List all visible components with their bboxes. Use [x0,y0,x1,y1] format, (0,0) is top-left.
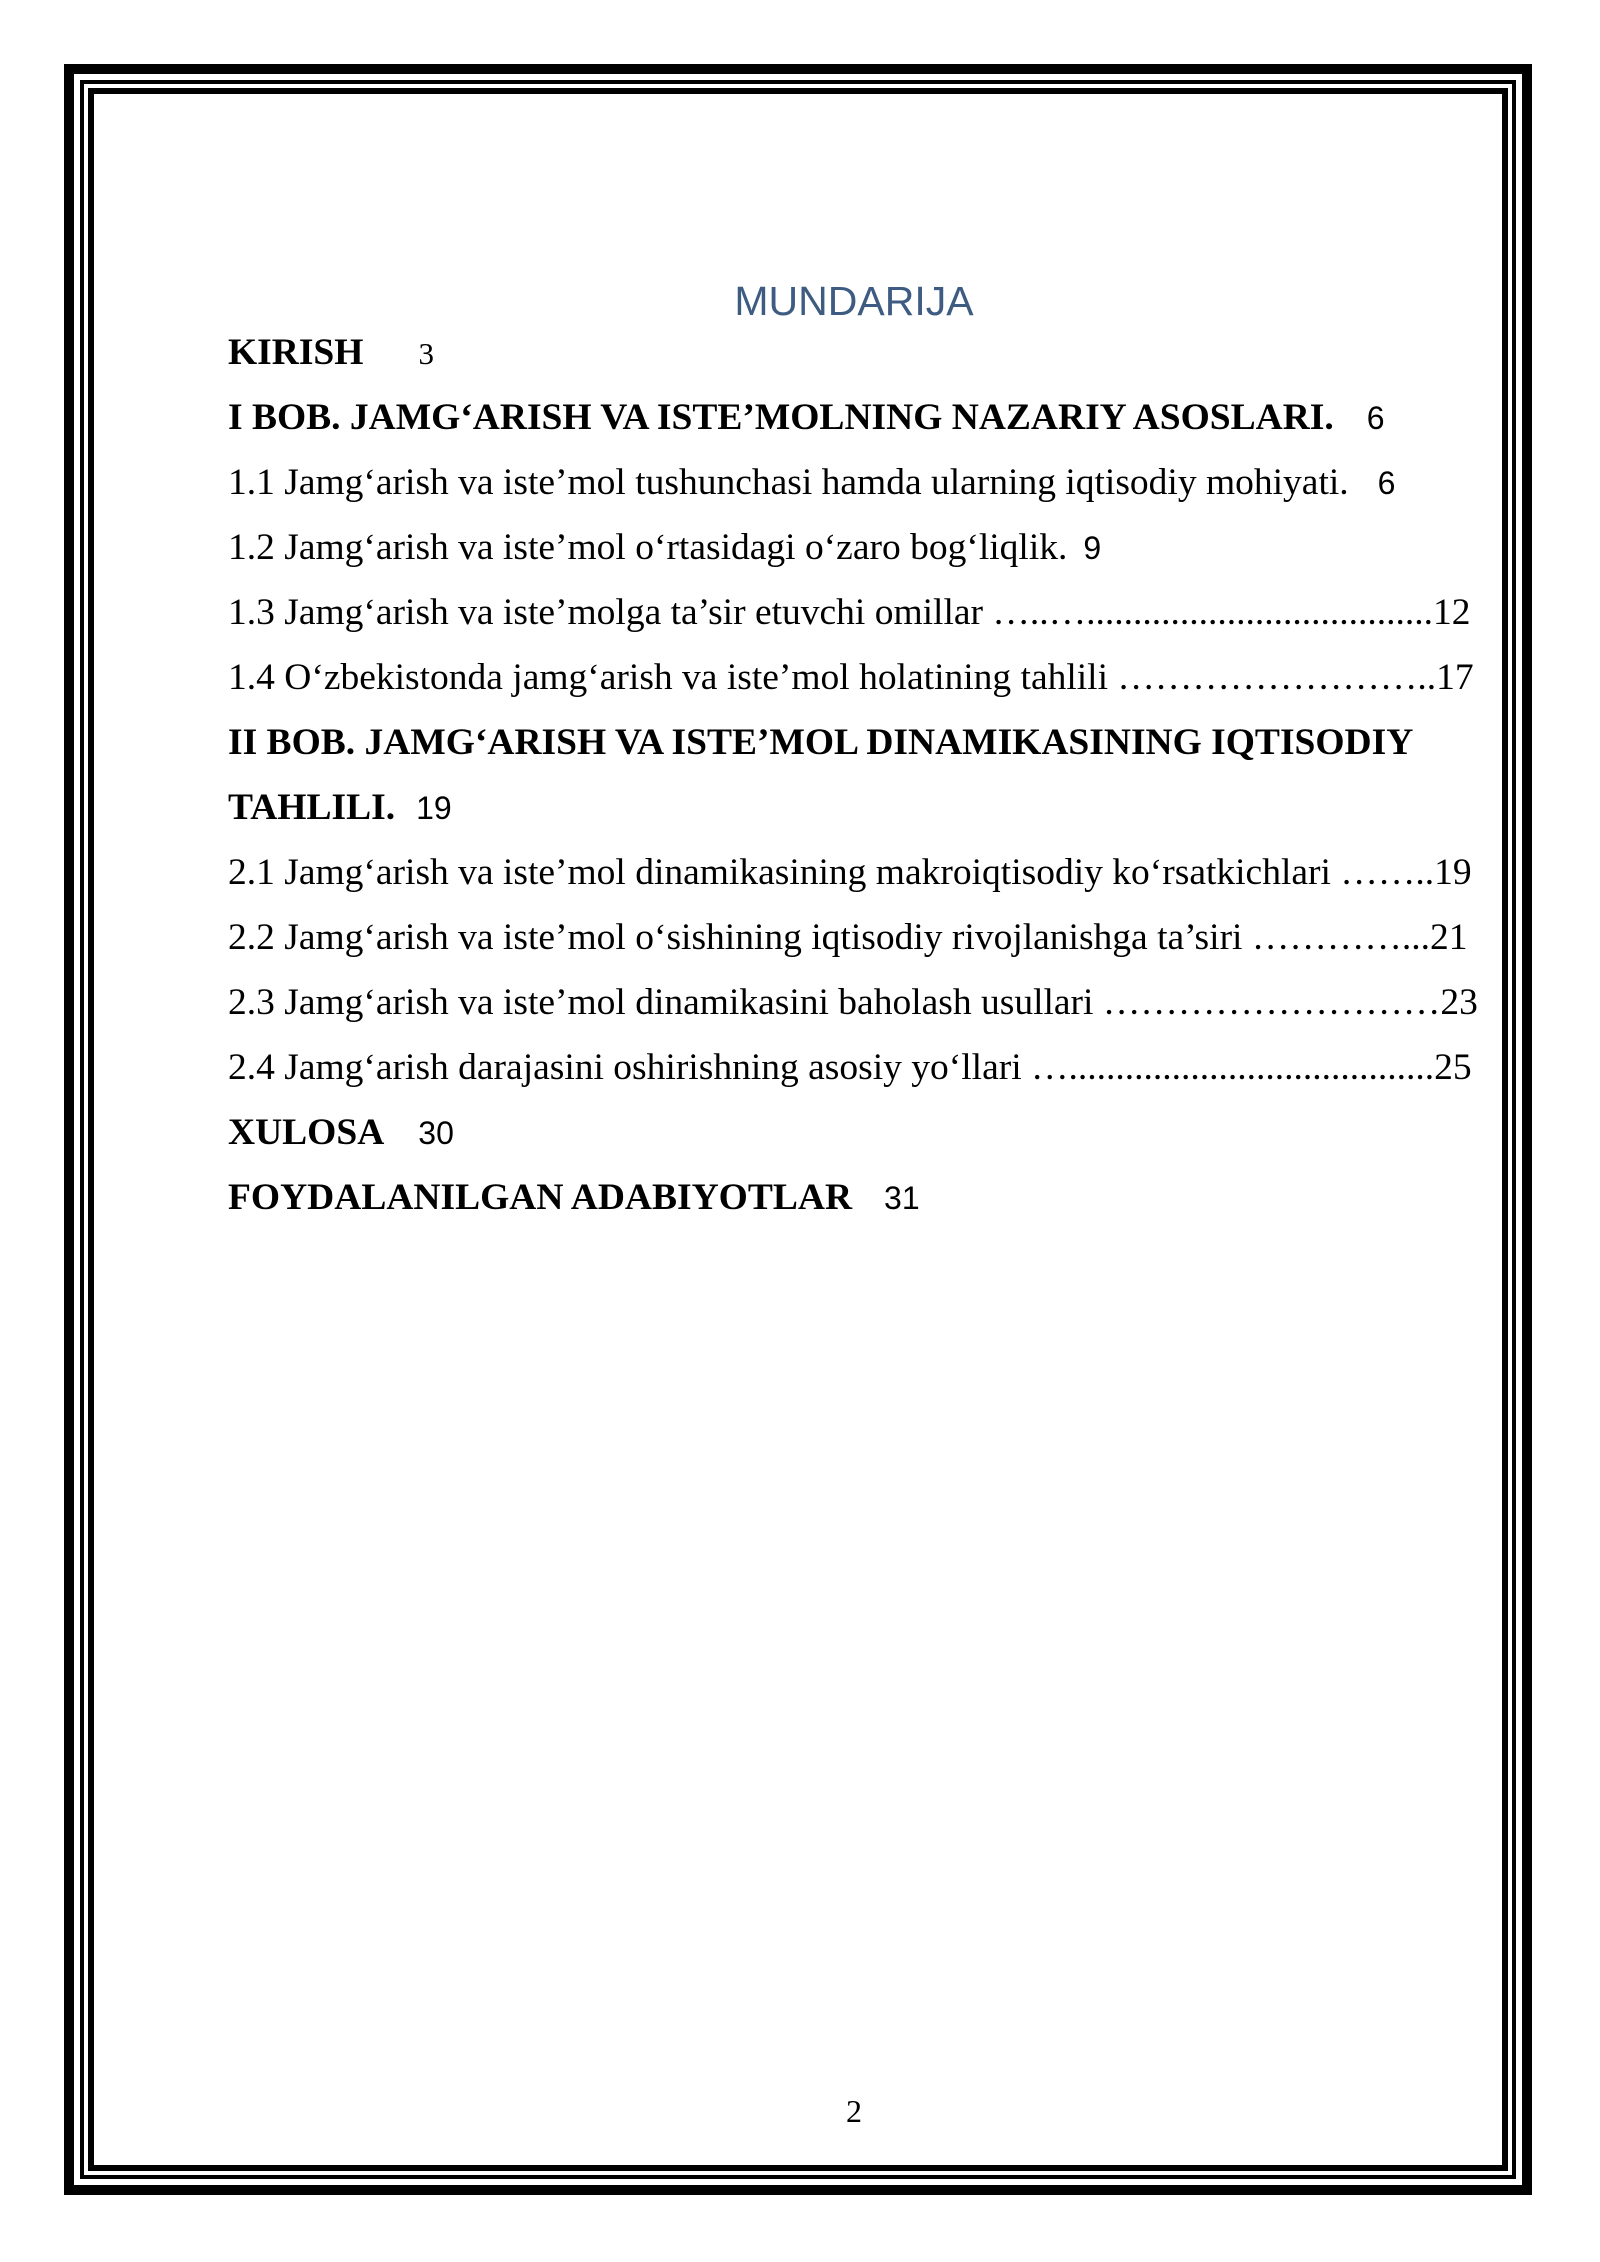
table-of-contents [228,320,1498,1230]
toc-entry-section-2-1 [228,840,1498,905]
toc-dot-leader: …....................................... [1031,1047,1435,1088]
toc-entry-page: 31 [884,1180,920,1216]
page-number: 2 [846,2093,862,2129]
toc-entry-page: 6 [1366,400,1385,436]
toc-entry-introduction [228,320,1498,385]
toc-entry-page: 3 [418,336,434,371]
toc-entry-chapter-1 [228,385,1498,450]
toc-entry-page: 17 [1436,657,1474,698]
toc-entry-title: 1.3 Jamg‘arish va iste’molga ta’sir etuvchi omillar [228,592,984,633]
toc-entry-title: 2.2 Jamg‘arish va iste’mol o‘sishining iqtisodiy rivojlanishga ta’siri [228,917,1243,958]
toc-entry-title: XULOSA [228,1112,385,1153]
toc-entry-page: 19 [1434,852,1472,893]
toc-entry-section-1-4 [228,645,1498,710]
toc-dot-leader: …..…..................................... [992,592,1434,633]
toc-heading: MUNDARIJA [734,278,974,324]
toc-entry-conclusion [228,1100,1498,1165]
toc-entry-section-1-1 [228,450,1498,515]
toc-entry-title: II BOB. JAMG‘ARISH VA ISTE’MOL DINAMIKASINING IQTISODIY TAHLILI. [228,722,1412,828]
toc-entry-title: I BOB. JAMG‘ARISH VA ISTE’MOLNING NAZARIY ASOSLARI. [228,397,1334,438]
toc-entry-section-1-2 [228,515,1498,580]
toc-entry-section-1-3 [228,580,1498,645]
toc-entry-page: 30 [418,1115,454,1151]
toc-entry-page: 25 [1434,1047,1472,1088]
toc-entry-section-2-3 [228,970,1498,1035]
toc-entry-page: 12 [1433,592,1471,633]
toc-entry-title: FOYDALANILGAN ADABIYOTLAR [228,1177,853,1218]
toc-entry-title: 2.4 Jamg‘arish darajasini oshirishning asosiy yo‘llari [228,1047,1022,1088]
toc-dot-leader: ……………………… [1102,982,1441,1023]
toc-entry-page: 19 [416,790,452,826]
toc-entry-title: 1.4 O‘zbekistonda jamg‘arish va iste’mol holatining tahlili [228,657,1109,698]
toc-dot-leader: …………... [1251,917,1430,958]
toc-entry-title: 1.2 Jamg‘arish va iste’mol o‘rtasidagi o‘zaro bog‘liqlik. [228,527,1068,568]
toc-entry-title: 2.1 Jamg‘arish va iste’mol dinamikasining makroiqtisodiy ko‘rsatkichlari [228,852,1331,893]
toc-entry-title: 1.1 Jamg‘arish va iste’mol tushunchasi hamda ularning iqtisodiy mohiyati. [228,462,1349,503]
toc-entry-page: 6 [1377,465,1396,501]
toc-entry-references [228,1165,1498,1230]
toc-entry-title: KIRISH [228,332,364,373]
toc-entry-page: 21 [1430,917,1468,958]
toc-entry-page: 9 [1083,530,1102,566]
toc-entry-page: 23 [1440,982,1478,1023]
toc-entry-section-2-2 [228,905,1498,970]
toc-entry-section-2-4 [228,1035,1498,1100]
toc-dot-leader: …….. [1340,852,1435,893]
toc-entry-title: 2.3 Jamg‘arish va iste’mol dinamikasini baholash usullari [228,982,1094,1023]
toc-dot-leader: …………………….. [1117,657,1437,698]
toc-entry-chapter-2 [228,710,1498,840]
